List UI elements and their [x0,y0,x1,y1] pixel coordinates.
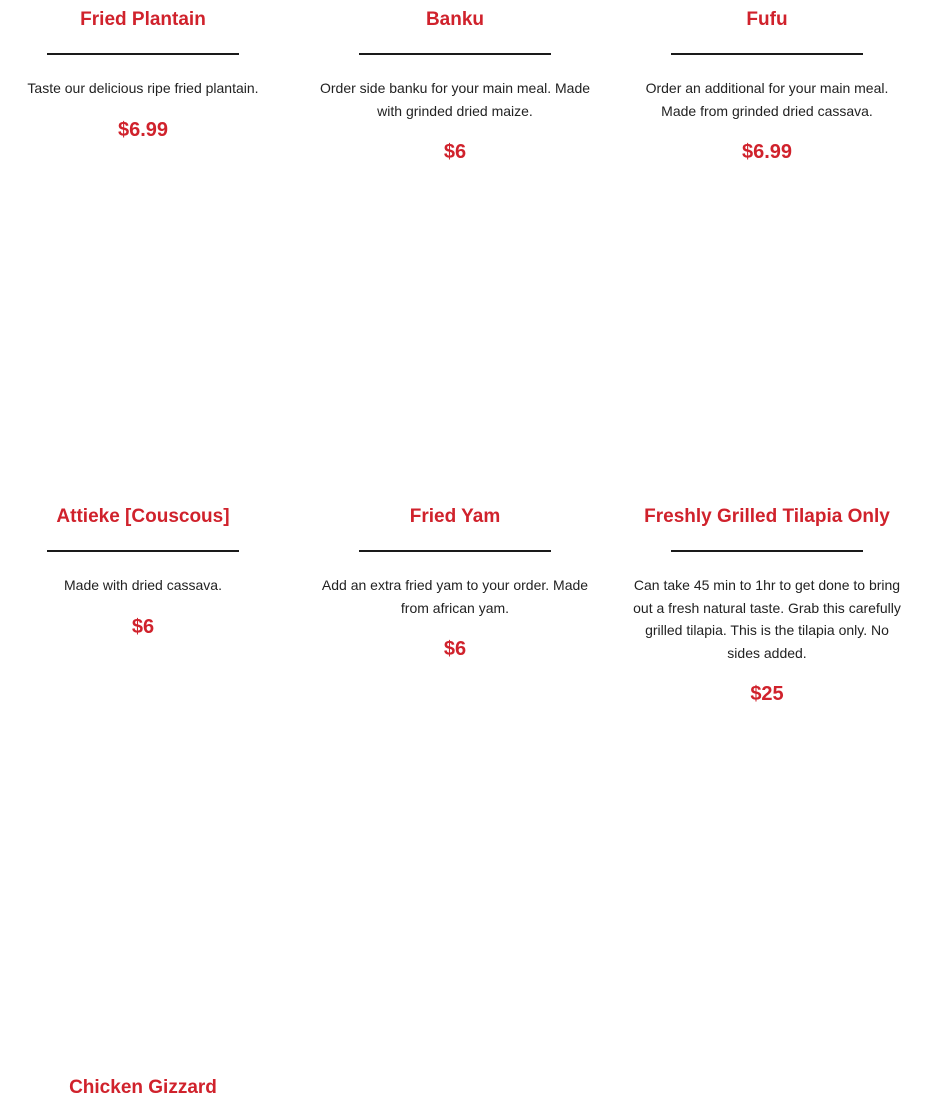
menu-item-fufu[interactable] [632,5,902,165]
menu-item-grilled-tilapia[interactable] [632,502,902,707]
item-price: $6 [443,141,467,163]
item-name[interactable]: Banku [425,9,485,30]
divider [47,53,239,55]
item-description: Add an extra fried yam to your order. Made from african yam. [321,577,589,616]
item-price: $6 [131,615,155,638]
item-description: Taste our delicious ripe fried plantain. [27,80,259,96]
item-name[interactable]: Fried Yam [409,506,501,527]
item-name[interactable]: Chicken Gizzard [69,1077,217,1098]
item-description: Can take 45 min to 1hr to get done to bring out a fresh natural taste. Grab this carefully grilled tilapia. This is the tilapia only. No sides added. [633,577,901,661]
item-name[interactable]: Attieke [Couscous] [56,506,230,527]
menu-item-fried-yam[interactable] [320,502,590,662]
menu-item-chicken-gizzard[interactable] [8,1073,278,1102]
item-price: $6.99 [117,118,169,141]
divider [671,53,863,55]
item-name[interactable]: Freshly Grilled Tilapia Only [644,506,890,527]
divider [47,550,239,552]
item-name[interactable]: Fried Plantain [80,9,206,30]
item-description: Order an additional for your main meal. Made from grinded dried cassava. [645,80,889,119]
item-price: $6.99 [741,141,793,163]
item-price: $25 [750,683,784,705]
item-description: Made with dried cassava. [64,577,222,593]
menu-item-attieke[interactable] [8,502,278,640]
item-name[interactable]: Fufu [746,9,788,30]
divider [671,550,863,552]
menu-item-fried-plantain[interactable] [8,5,278,143]
item-price: $6 [443,638,467,660]
menu-item-banku[interactable] [320,5,590,165]
divider [359,550,551,552]
item-description: Order side banku for your main meal. Made with grinded dried maize. [320,80,591,119]
divider [359,53,551,55]
